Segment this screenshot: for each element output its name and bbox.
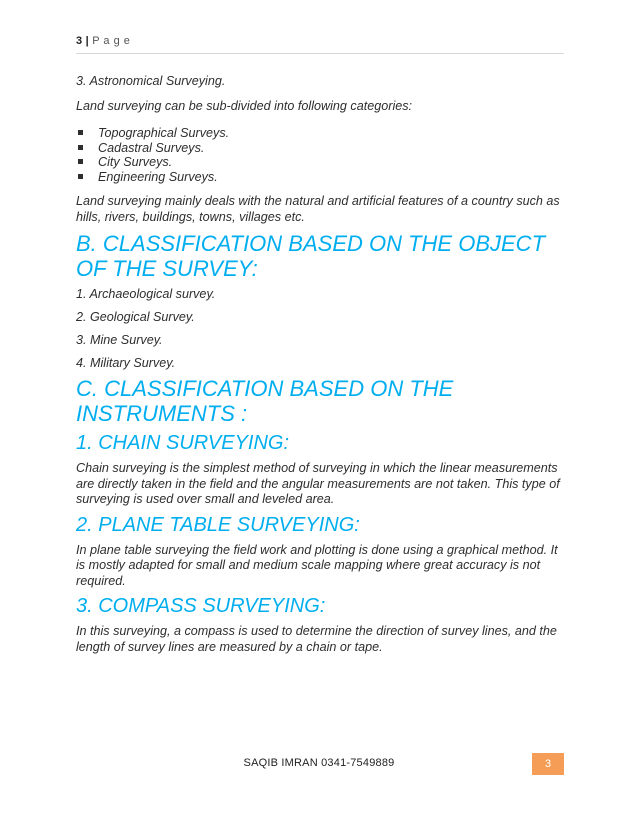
list-item: 1. Archaeological survey. [76, 287, 216, 302]
heading-instrument-classification: C. CLASSIFICATION BASED ON THE INSTRUMENTS : [76, 376, 454, 427]
list-item: Engineering Surveys. [76, 170, 568, 185]
heading-compass-surveying: 3. COMPASS SURVEYING: [76, 595, 326, 618]
heading-chain-surveying: 1. CHAIN SURVEYING: [76, 432, 290, 455]
chain-surveying-text: Chain surveying is the simplest method of surveying in which the linear measurements are directly taken in the field and the angular measurements are not taken. This type of surveying is used over small and leveled area. [76, 461, 560, 507]
square-bullet-icon [78, 174, 83, 179]
category-list [76, 126, 568, 184]
land-description: Land surveying mainly deals with the natural and artificial features of a country such as hills, rivers, buildings, towns, villages etc. [76, 194, 560, 224]
square-bullet-icon [78, 130, 83, 135]
list-item: Cadastral Surveys. [76, 141, 568, 156]
plane-table-text: In plane table surveying the field work and plotting is done using a graphical method. It is mostly adapted for small and medium scale mapping where great accuracy is not required. [76, 542, 558, 588]
heading-plane-table-surveying: 2. PLANE TABLE SURVEYING: [76, 513, 360, 536]
header-separator: | [85, 35, 90, 47]
page-header [76, 35, 564, 54]
land-intro: Land surveying can be sub-divided into following categories: [76, 98, 413, 113]
square-bullet-icon [78, 159, 83, 164]
page-footer [0, 753, 638, 775]
footer-author: SAQIB IMRAN 0341-7549889 [243, 757, 395, 769]
header-page-word: P a g e [92, 35, 131, 47]
heading-object-classification: B. CLASSIFICATION BASED ON THE OBJECT OF THE SURVEY: [76, 231, 546, 282]
compass-surveying-text: In this surveying, a compass is used to determine the direction of survey lines, and the length of survey lines are measured by a chain or tape. [76, 624, 557, 654]
list-item: 3. Mine Survey. [76, 333, 163, 348]
list-item: 2. Geological Survey. [76, 310, 195, 325]
page-content [76, 74, 568, 664]
list-item: City Surveys. [76, 155, 568, 170]
header-page-number: 3 [76, 35, 83, 47]
list-item: 4. Military Survey. [76, 356, 176, 371]
footer-page-number-box: 3 [532, 753, 564, 775]
astronomical-line: 3. Astronomical Surveying. [76, 74, 226, 88]
list-item: Topographical Surveys. [76, 126, 568, 141]
object-survey-list [76, 287, 568, 371]
square-bullet-icon [78, 145, 83, 150]
